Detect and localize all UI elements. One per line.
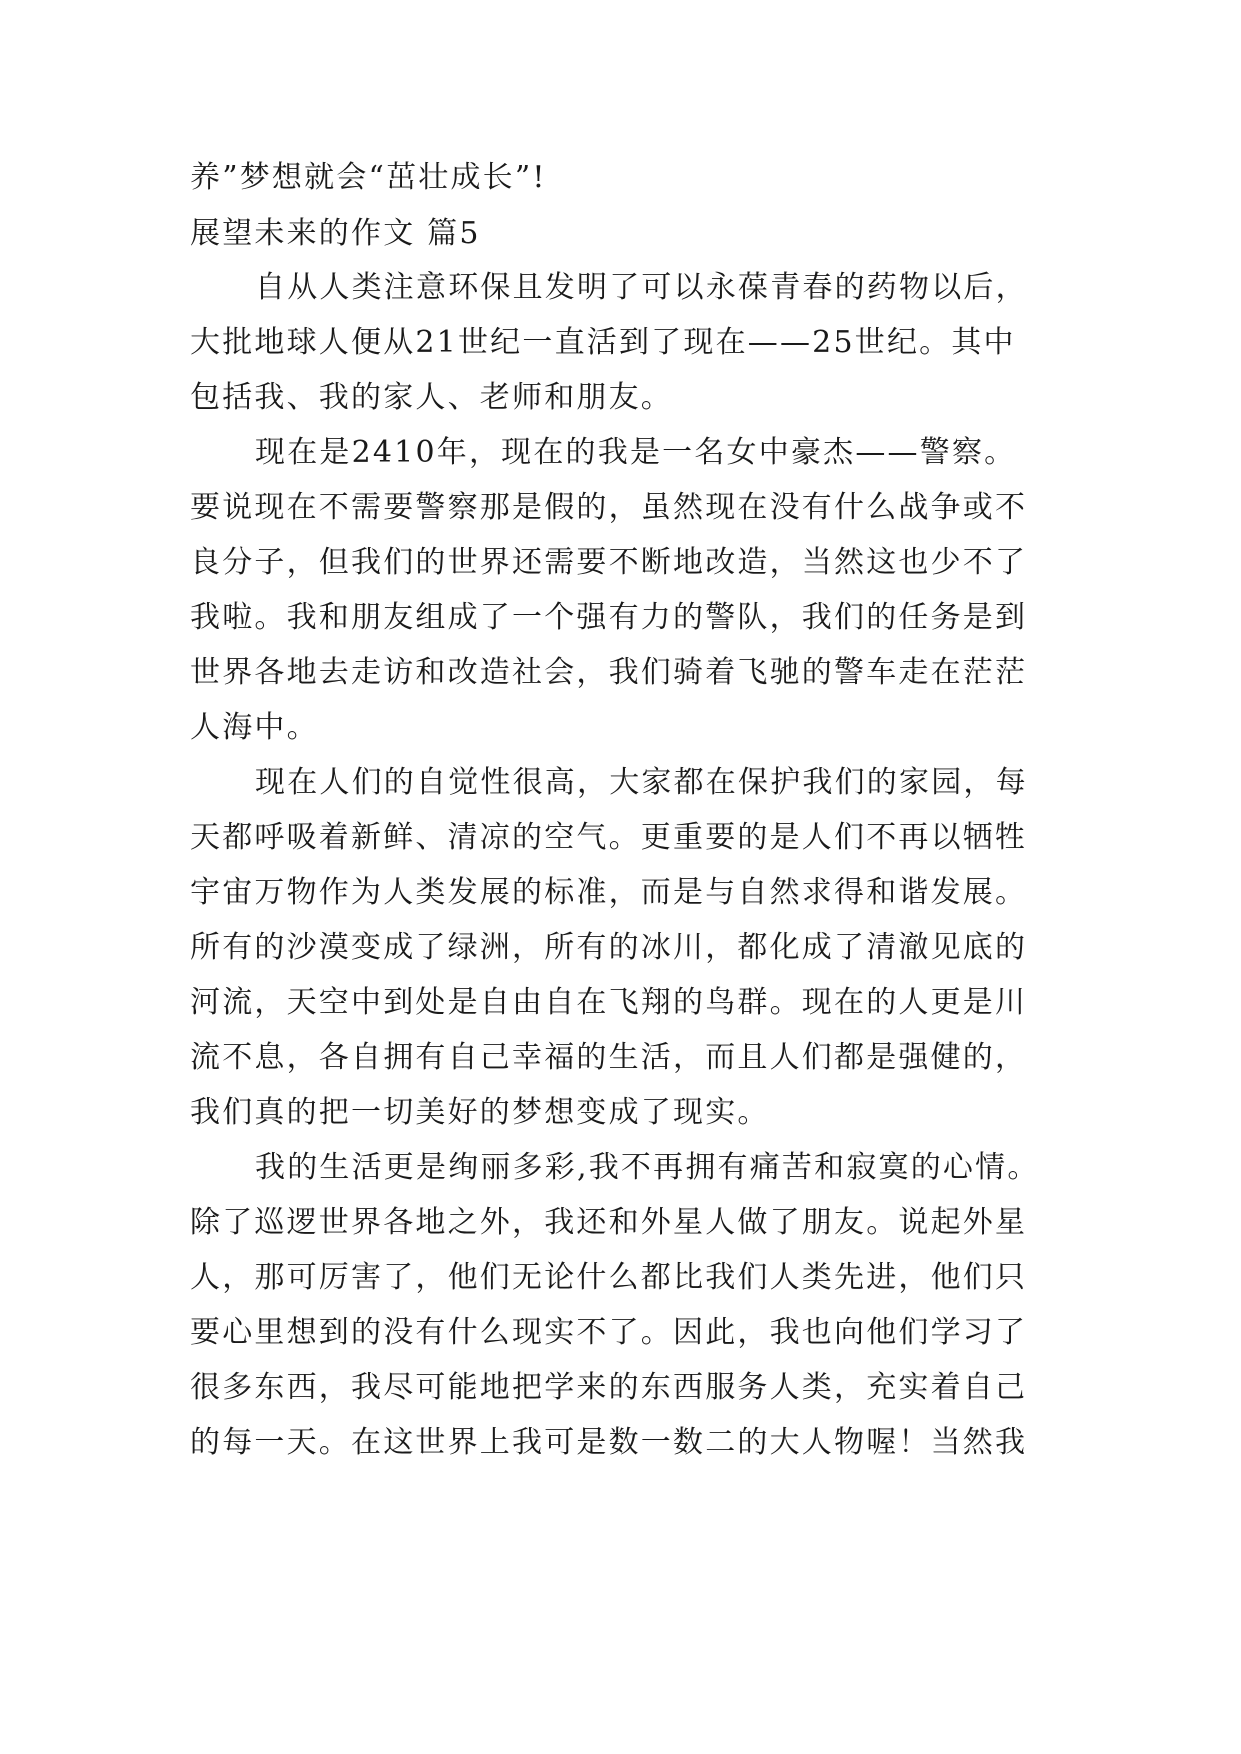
text-line: 人海中。 [190,710,319,745]
text-line: 我们真的把一切美好的梦想变成了现实。 [190,1095,770,1130]
section-heading: 展望未来的作文 篇5 [190,216,481,251]
text-line: 包括我、我的家人、老师和朋友。 [190,380,673,415]
text-line: 流不息，各自拥有自己幸福的生活，而且人们都是强健的， [190,1040,1028,1075]
text-line: 世界各地去走访和改造社会，我们骑着飞驰的警车走在茫茫 [190,655,1028,690]
text-line: 很多东西，我尽可能地把学来的东西服务人类，充实着自己 [190,1370,1028,1405]
text-line: 自从人类注意环保且发明了可以永葆青春的药物以后， [255,270,1028,305]
text-line: 河流，天空中到处是自由自在飞翔的鸟群。现在的人更是川 [190,985,1028,1020]
text-line: 人，那可厉害了，他们无论什么都比我们人类先进，他们只 [190,1260,1028,1295]
text-line: 天都呼吸着新鲜、清凉的空气。更重要的是人们不再以牺牲 [190,820,1028,855]
text-line: 大批地球人便从21世纪一直活到了现在——25世纪。其中 [190,325,1016,360]
text-line: 的每一天。在这世界上我可是数一数二的大人物喔！当然我 [190,1425,1028,1460]
text-line: 良分子，但我们的世界还需要不断地改造，当然这也少不了 [190,545,1028,580]
text-line: 现在是2410年，现在的我是一名女中豪杰——警察。 [255,435,1017,470]
text-line: 要说现在不需要警察那是假的，虽然现在没有什么战争或不 [190,490,1028,525]
text-line: 我的生活更是绚丽多彩,我不再拥有痛苦和寂寞的心情。 [255,1150,1040,1185]
text-line: 现在人们的自觉性很高，大家都在保护我们的家园，每 [255,765,1028,800]
text-line: 我啦。我和朋友组成了一个强有力的警队，我们的任务是到 [190,600,1028,635]
text-line: 宇宙万物作为人类发展的标准，而是与自然求得和谐发展。 [190,875,1028,910]
text-line: 除了巡逻世界各地之外，我还和外星人做了朋友。说起外星 [190,1205,1028,1240]
text-line: 养”梦想就会“茁壮成长”! [190,160,547,195]
text-line: 所有的沙漠变成了绿洲，所有的冰川，都化成了清澈见底的 [190,930,1028,965]
text-line: 要心里想到的没有什么现实不了。因此，我也向他们学习了 [190,1315,1028,1350]
